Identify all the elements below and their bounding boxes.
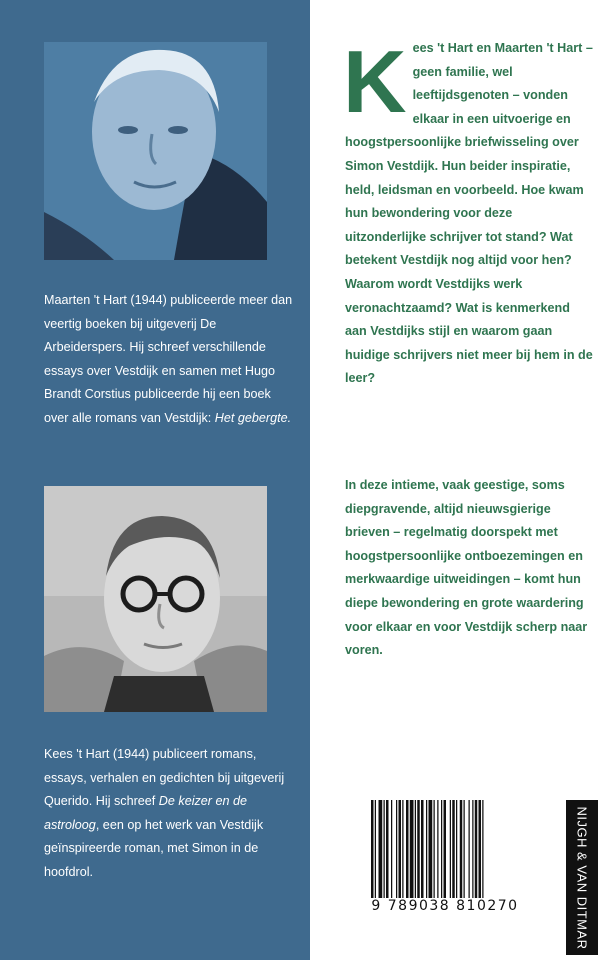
blurb-paragraph-1: [343, 32, 595, 391]
author-photo-maarten: [44, 42, 267, 260]
author-photo-kees: [44, 486, 267, 712]
author-bio-maarten-book-title: Het gebergte.: [214, 410, 292, 425]
author-bio-maarten: [44, 289, 294, 430]
author-bio-kees-book-title: De keizer en de astroloog: [44, 794, 248, 832]
blurb-paragraph-2: In deze intieme, vaak geestige, soms diepgravende, altijd nieuwsgierige brieven – regelmatig doorspekt met hoogstpersoonlijke ontboezemingen en merkwaardige uitweidingen – komt hun diepe bewondering en grote waardering voor elkaar en voor Vestdijk scherp naar voren.: [345, 478, 588, 658]
author-bio-kees: [44, 743, 294, 884]
publisher-label: NIJGH & VAN DITMAR: [574, 805, 590, 950]
drop-cap: K: [343, 32, 407, 131]
blurb-paragraph-1-text: ees 't Hart en Maarten 't Hart – geen familie, wel leeftijdsgenoten – vonden elkaar in een uitvoerige en hoogstpersoonlijke briefwisseling over Simon Vestdijk. Hun beider inspiratie, held, leidsman en voorbeeld. Hoe kwam hun bewondering voor deze uitzonderlijke schrijver tot stand? Wat betekent Vestdijk nog altijd voor hen? Waarom wordt Vestdijks werk veronachtzaamd? Wat is kenmerkend aan Vestdijks stijl en waarom gaan huidige schrijvers niet meer bij hem in de leer?: [345, 41, 593, 386]
isbn-number: 9 789038 810270: [371, 898, 519, 914]
isbn-barcode: [365, 798, 525, 922]
barcode-bars: [371, 800, 519, 898]
author-bio-kees-text-1: Kees 't Hart (1944) publiceert romans, essays, verhalen en gedichten bij uitgeverij Querido. Hij schreef: [44, 747, 285, 808]
author-bio-maarten-text: Maarten 't Hart (1944) publiceerde meer dan veertig boeken bij uitgeverij De Arbeiderspers. Hij schreef verschillende essays over Vestdijk en samen met Hugo Brandt Corstius publiceerde hij een boek over alle romans van Vestdijk:: [44, 293, 293, 425]
author-bio-kees-text-2: , een op het werk van Vestdijk geïnspireerde roman, met Simon in de hoofdrol.: [44, 817, 264, 879]
publisher-label-box: [566, 800, 598, 955]
